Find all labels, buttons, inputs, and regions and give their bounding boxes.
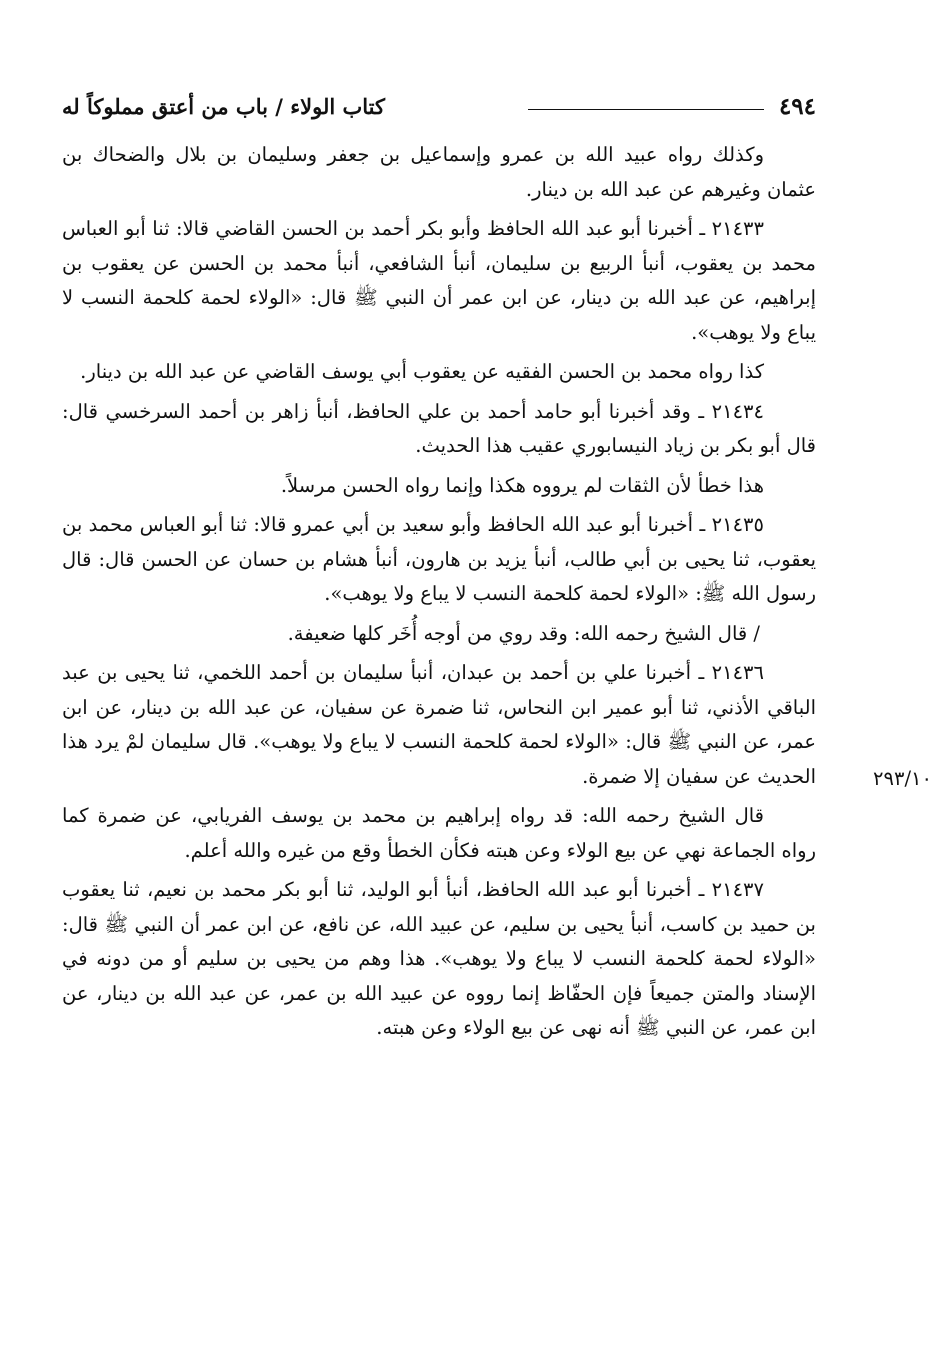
paragraph-5: هذا خطأ لأن الثقات لم يرووه هكذا وإنما رواه الحسن مرسلاً. (280, 473, 764, 497)
header-rule (528, 109, 764, 110)
paragraph-1: وكذلك رواه عبيد الله بن عمرو وإسماعيل بن جعفر وسليمان بن بلال والضحاك بن عثمان وغيرهم عن عبد الله بن دينار. (62, 143, 816, 201)
sheikh-note-2: قال الشيخ رحمه الله: قد رواه إبراهيم بن محمد بن يوسف الفريابي، عن ضمرة كما رواه الجماعة نهي عن بيع الولاء وعن هبته فكأن الخطأ وقع من غيره والله أعلم. (62, 804, 816, 862)
hadith-21435: ٢١٤٣٥ ـ أخبرنا أبو عبد الله الحافظ وأبو سعيد بن أبي عمرو قالا: ثنا أبو العباس محمد بن يعقوب، ثنا يحيى بن أبي طالب، أنبأ يزيد بن هارون، أنبأ هشام بن حسان عن الحسن قال: قال رسول الله ﷺ: «الولاء لحمة كلحمة النسب لا يباع ولا يوهب». (62, 513, 816, 605)
paragraph-3: كذا رواه محمد بن الحسن الفقيه عن يعقوب أبي يوسف القاضي عن عبد الله بن دينار. (80, 360, 764, 383)
sheikh-note-1: / قال الشيخ رحمه الله: وقد روي من أوجه أُخَر كلها ضعيفة. (287, 621, 760, 645)
hadith-21434: ٢١٤٣٤ ـ وقد أخبرنا أبو حامد أحمد بن علي الحافظ، أنبأ زاهر بن أحمد السرخسي قال: قال أبو بكر بن زياد النيسابوري عقيب هذا الحديث. (62, 399, 816, 457)
page-number: ٤٩٤ (778, 93, 816, 120)
main-text (62, 138, 816, 1051)
hadith-21436: ٢١٤٣٦ ـ أخبرنا علي بن أحمد بن عبدان، أنبأ سليمان بن أحمد اللخمي، ثنا يحيى بن عبد الباقي الأذني، ثنا أبو عمير ابن النحاس، ثنا ضمرة عن سفيان، عن عبد الله بن دينار، عن ابن عمر، عن النبي ﷺ قال: «الولاء لحمة كلحمة النسب لا يباع ولا يوهب». قال سليمان لمْ يرد هذا الحديث عن سفيان إلا ضمرة. (62, 661, 816, 788)
hadith-21437: ٢١٤٣٧ ـ أخبرنا أبو عبد الله الحافظ، أنبأ أبو الوليد، ثنا أبو بكر محمد بن نعيم، ثنا يعقوب بن حميد بن كاسب، أنبأ يحيى بن سليم، عن عبيد الله، عن نافع، عن ابن عمر أن النبي ﷺ قال: «الولاء لحمة كلحمة النسب لا يباع ولا يوهب». هذا وهم من يحيى بن سليم أو من دونه في الإسناد والمتن جميعاً فإن الحفّاظ إنما رووه عن عبيد الله بن عمر، عن عبد الله بن دينار، عن ابن عمر، عن النبي ﷺ أنه نهى عن بيع الولاء وعن هبته. (62, 878, 816, 1039)
running-title: كتاب الولاء / باب من أعتق مملوكاً له (62, 94, 385, 119)
hadith-21433: ٢١٤٣٣ ـ أخبرنا أبو عبد الله الحافظ وأبو بكر أحمد بن الحسن القاضي قالا: ثنا أبو العباس محمد بن يعقوب، أنبأ الربيع بن سليمان، أنبأ الشافعي، أنبأ محمد بن الحسن عن يعقوب بن إبراهيم، عن عبد الله بن دينار، عن ابن عمر أن النبي ﷺ قال: «الولاء لحمة كلحمة النسب لا يباع ولا يوهب». (62, 217, 816, 344)
margin-reference: ٢٩٣/١٠ (873, 767, 932, 790)
page-header (62, 90, 816, 124)
